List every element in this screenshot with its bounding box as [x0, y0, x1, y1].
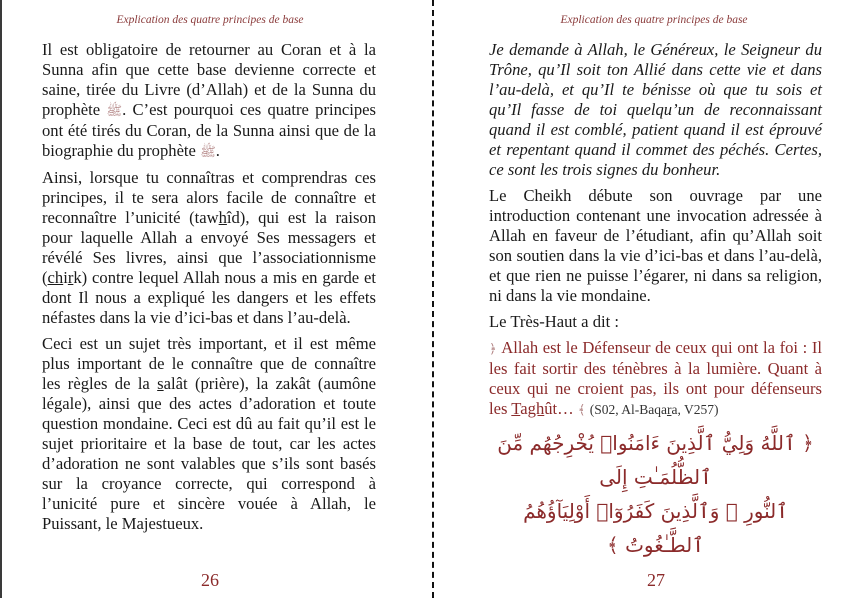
text-run: Il est obligatoire de retourner au Coran et à la Sunna afin que cette base devienne correcte et saine, tirée du Livre (d’Allah) et de la Sunna du prophète — [42, 40, 376, 119]
text-run: (S02, Al-Baqa — [589, 402, 667, 417]
text-run: k) contre lequel Allah nous a mis en garde et dont Il nous a expliqué les dangers et les effets néfastes dans la vie d’ici-bas et dans l’au-delà. — [42, 268, 376, 327]
transliteration-underline: gh — [527, 399, 545, 418]
salutation-glyph-icon: ﷺ — [200, 144, 216, 159]
transliteration-underline: h — [218, 208, 227, 227]
text-run: . — [215, 141, 220, 160]
paragraph — [42, 40, 376, 162]
text-run: alât (prière), la zakât (aumône légale), ainsi que des actes d’adoration et toute question mondaine. Ceci est dû au fait qu’il est le sujet prioritaire et la base de tout, car les actes d’adoration ne sont valables que s’ils sont basés sur la croyance correcte, qui correspond à l’unicité pure et sincère vouée à Allah, le Puissant, le Majestueux. — [42, 374, 376, 533]
text-run: ût… — [544, 399, 574, 418]
page-body — [489, 40, 822, 562]
page-number: 26 — [201, 570, 219, 590]
verse-reference — [590, 402, 719, 417]
page-body — [42, 40, 376, 534]
text-run: Allah est le Défenseur de ceux qui ont la foi : Il les fait sortir des ténèbres à la lumière. Quant à ceux qui ne croient pas, ils ont pour défenseurs les — [489, 338, 823, 418]
text-run: i — [63, 268, 68, 287]
arabic-verse — [489, 426, 822, 562]
text-run: Ainsi, lorsque tu connaîtras et comprendras ces principes, il te sera alors facile de connaître et reconnaître l’unicité (taw — [42, 168, 376, 227]
page-27 — [436, 0, 854, 598]
paragraph: Le Cheikh débute son ouvrage par une introduction contenant une invocation adressée à Allah en faveur de l’étudiant, afin qu’Allah soit son soutien dans la vie d’ici-bas et dans l’au-delà, et que rien ne puisse l’égarer, ni dans sa religion, ni dans la vie mondaine. — [489, 186, 822, 305]
page-divider — [432, 0, 434, 598]
arabic-line: ٱلنُّورِ ۖ وَٱلَّذِينَ كَفَرُوٓا۟ أَوْلِيَآؤُهُمُ ٱلطَّـٰغُوتُ ﴾ — [523, 499, 788, 557]
transliteration-underline: T — [511, 399, 521, 418]
transliteration-underline: ch — [47, 268, 64, 287]
running-head: Explication des quatre principes de base — [560, 14, 748, 26]
paragraph — [42, 168, 376, 328]
ornate-bracket-open-icon: ﴿ — [489, 341, 497, 356]
running-head: Explication des quatre principes de base — [116, 14, 304, 26]
text-run: Ceci est un sujet très important, et il est même plus important de le connaître que de connaître les règles de la — [42, 334, 376, 393]
page-number: 27 — [647, 570, 665, 590]
transliteration-underline: r — [67, 268, 74, 287]
page-26 — [2, 0, 430, 598]
text-run: a, V257) — [671, 402, 719, 417]
text-run: . C’est pourquoi ces quatre principes ont été tirés du Coran, de la Sunna ainsi que de la biographie du prophète — [42, 100, 377, 160]
arabic-line: ﴿ ٱللَّهُ وَلِيُّ ٱلَّذِينَ ءَامَنُوا۟ يُخْرِجُهُم مِّنَ ٱلظُّلُمَـٰتِ إِلَى — [497, 431, 814, 489]
transliteration-underline: r — [666, 402, 672, 417]
transliteration-underline: s — [157, 374, 164, 393]
verse-intro: Le Très-Haut a dit : — [489, 312, 619, 331]
verse-translation — [489, 338, 822, 420]
paragraph — [42, 334, 376, 534]
salutation-glyph-icon: ﷺ — [106, 103, 123, 118]
text-run: a — [520, 399, 528, 418]
text-run: îd), qui est la raison pour laquelle Allah a envoyé Ses messagers et révélé Ses livres, ainsi que l’associationnisme ( — [42, 208, 377, 287]
ornate-bracket-close-icon: ﴾ — [577, 402, 586, 417]
invocation-paragraph: Je demande à Allah, le Généreux, le Seigneur du Trône, qu’Il soit ton Allié dans cette vie et dans l’au-delà, et qu’Il te bénisse où que tu sois et qu’Il fasse de toi quelqu’un de reconnaissant quand il est comblé, patient quand il est éprouvé et repentant quand il commet des péchés. Certes, ce sont les trois signes du bonheur. — [489, 40, 822, 179]
